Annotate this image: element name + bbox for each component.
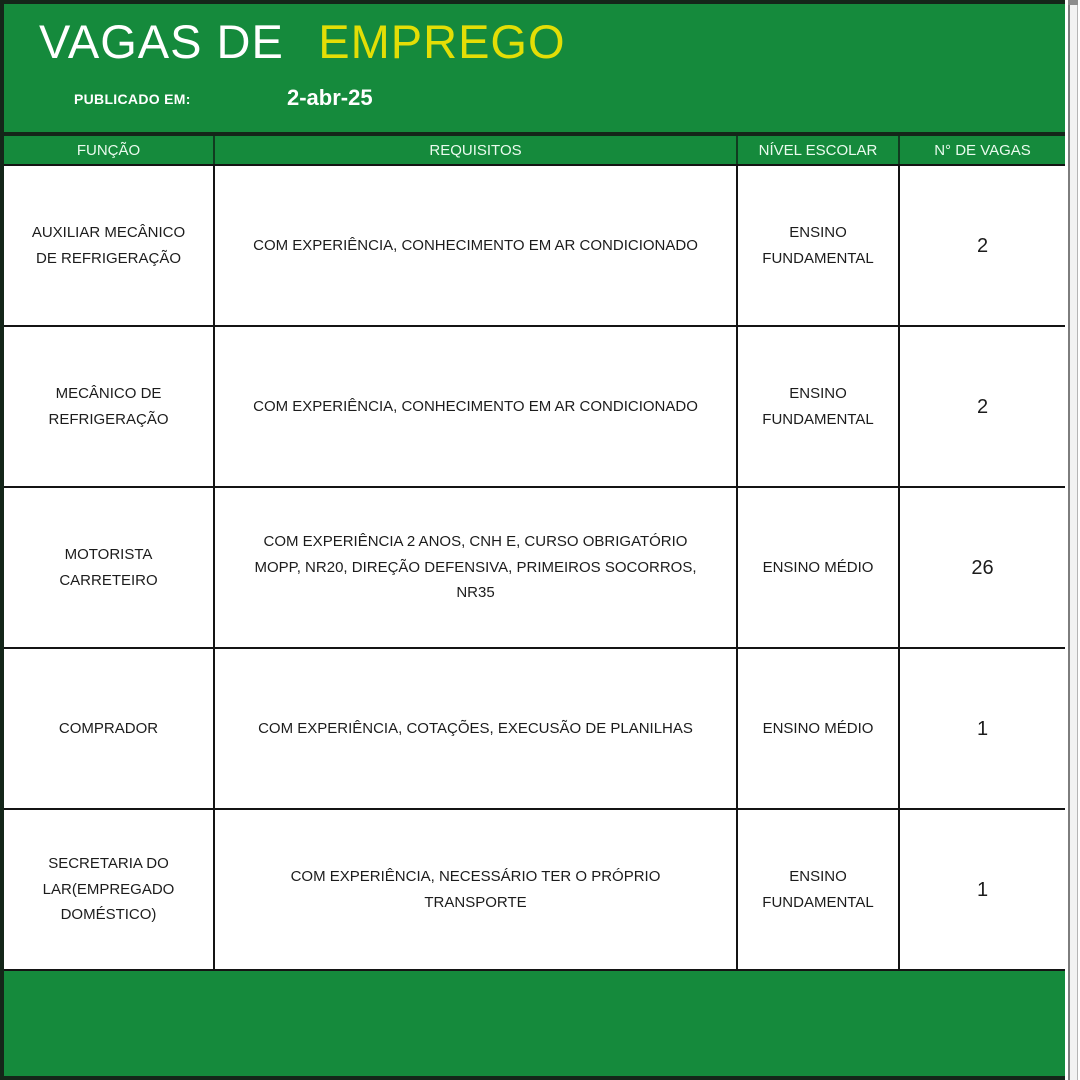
column-header-nivel-escolar: NÍVEL ESCOLAR (738, 136, 900, 164)
cell-requisitos: COM EXPERIÊNCIA, COTAÇÕES, EXECUSÃO DE PLANILHAS (215, 649, 738, 808)
cell-n-de-vagas: 1 (976, 717, 989, 740)
cell-nivel-escolar: ENSINO MÉDIO (738, 488, 900, 647)
right-gutter (1065, 0, 1080, 1080)
table-row (4, 810, 1065, 969)
table-row (4, 649, 1065, 810)
cell-requisitos: COM EXPERIÊNCIA, CONHECIMENTO EM AR CONDICIONADO (215, 166, 738, 325)
cell-nivel-escolar: ENSINO FUNDAMENTAL (738, 327, 900, 486)
title-banner (4, 4, 1065, 132)
cell-funcao: SECRETARIA DO LAR(EMPREGADO DOMÉSTICO) (4, 810, 215, 969)
cell-n-de-vagas: 2 (976, 395, 989, 418)
cell-funcao: COMPRADOR (4, 649, 215, 808)
table-body (4, 166, 1065, 969)
column-header-funcao: FUNÇÃO (4, 136, 215, 164)
table-row (4, 166, 1065, 327)
cell-n-de-vagas: 2 (976, 234, 989, 257)
cell-n-de-vagas: 1 (976, 878, 989, 901)
cell-funcao: MOTORISTA CARRETEIRO (4, 488, 215, 647)
column-header-requisitos: REQUISITOS (215, 136, 738, 164)
cell-nivel-escolar: ENSINO FUNDAMENTAL (738, 810, 900, 969)
page-title (39, 14, 566, 69)
cell-nivel-escolar: ENSINO MÉDIO (738, 649, 900, 808)
cell-n-de-vagas: 26 (971, 556, 994, 579)
cell-funcao: MECÂNICO DE REFRIGERAÇÃO (4, 327, 215, 486)
table-row (4, 327, 1065, 488)
cell-requisitos: COM EXPERIÊNCIA, CONHECIMENTO EM AR CONDICIONADO (215, 327, 738, 486)
published-date: 2-abr-25 (287, 85, 373, 110)
cell-requisitos: COM EXPERIÊNCIA, NECESSÁRIO TER O PRÓPRIO TRANSPORTE (215, 810, 738, 969)
published-label: PUBLICADO EM: (74, 91, 191, 107)
cell-nivel-escolar: ENSINO FUNDAMENTAL (738, 166, 900, 325)
column-header-n-de-vagas: N° DE VAGAS (934, 141, 1031, 159)
scrollbar-track[interactable] (1068, 0, 1078, 1080)
cell-requisitos: COM EXPERIÊNCIA 2 ANOS, CNH E, CURSO OBRIGATÓRIO MOPP, NR20, DIREÇÃO DEFENSIVA, PRIMEIROS SOCORROS, NR35 (215, 488, 738, 647)
table-row (4, 488, 1065, 649)
page-title-part-white: VAGAS DE (39, 15, 284, 68)
footer-band (4, 969, 1065, 1080)
scrollbar-top-cap (1068, 0, 1078, 5)
table-header-row (4, 136, 1065, 166)
page-title-part-yellow: EMPREGO (318, 15, 566, 68)
cell-funcao: AUXILIAR MECÂNICO DE REFRIGERAÇÃO (4, 166, 215, 325)
